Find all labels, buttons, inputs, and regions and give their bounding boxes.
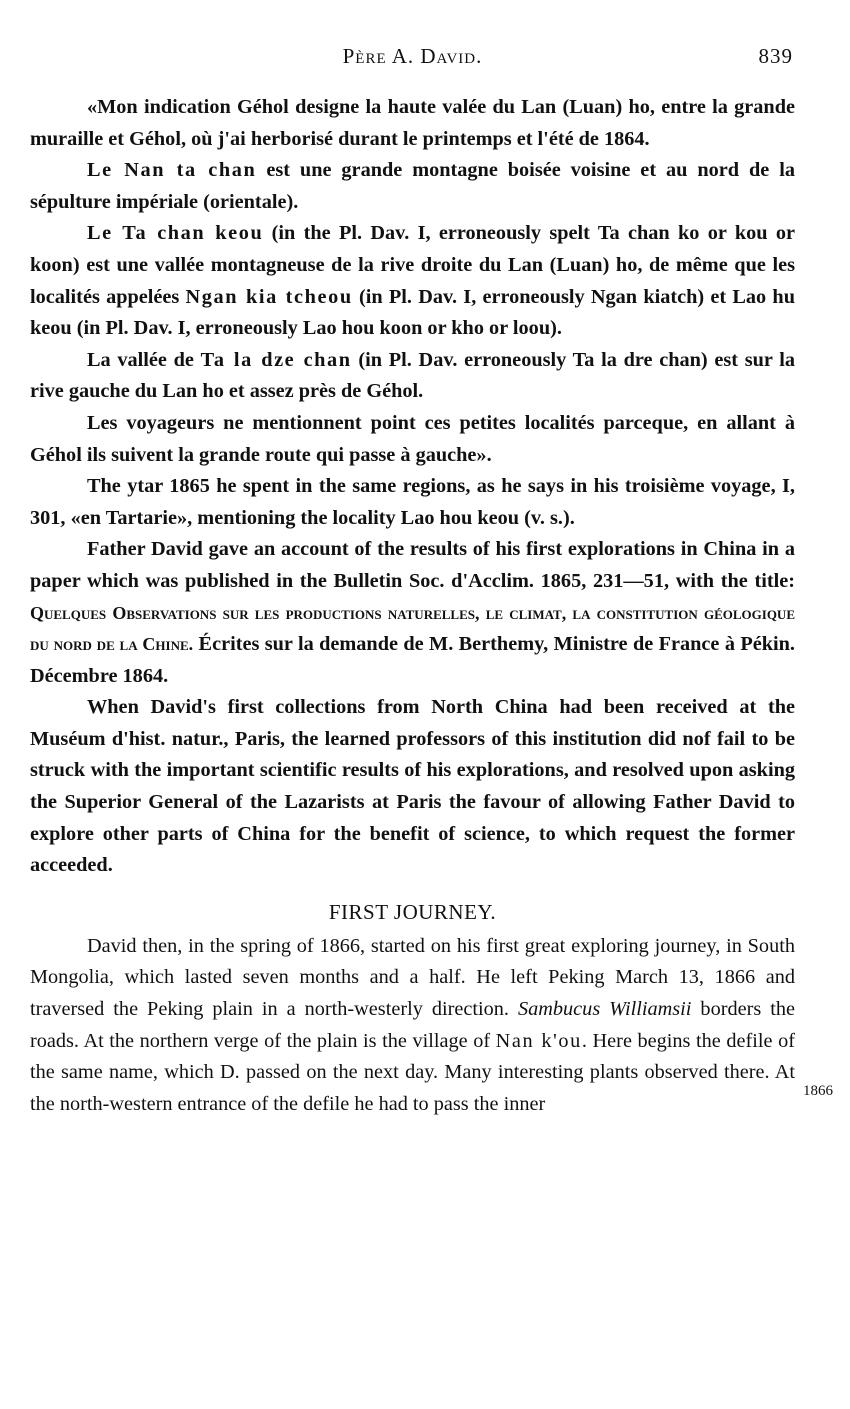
paragraph-1: «Mon indication Géhol designe la haute valée du Lan (Luan) ho, entre la grande muraille et Géhol, où j'ai herborisé durant le printemps et l'été de 1864. [30,96,795,150]
species-name: Sambucus Williamsii [517,998,692,1021]
place-name: Ta la dze chan [200,348,352,371]
paper-title: Quelques Observations sur les productions naturelles, le climat, la constitution géologique du nord de la Chine. [30,602,795,655]
place-name: Le Nan ta chan [87,159,257,182]
paragraph-3 [30,218,795,344]
paragraph-2 [30,155,795,218]
paragraph-5: Les voyageurs ne mentionnent point ces petites localités parceque, en allant à Géhol ils suivent la grande route qui passe à gauche». [30,411,795,466]
paragraph-text: David then, in the spring of 1866, started on his first great exploring journey, in South Mongolia, which lasted seven months and a half. He left Peking March 13, 1866 and traversed the Peking plain in a north-westerly direction. [30,934,795,1021]
paragraph-text: . Here begins the defile of the same name, which D. passed on the next day. Many interesting plants observed there. At the north-western entrance of the defile he had to pass the inner [30,1029,795,1115]
place-name: Le Ta chan keou [87,222,264,245]
running-head: Père A. David. [342,44,483,68]
paragraph-7 [30,534,795,692]
paragraph-8: When David's first collections from North China had been received at the Muséum d'hist. natur., Paris, the learned professors of this institution did nof fail to be struck with the important scientific results of his explorations, and resolved upon asking the Superior General of the Lazarists at Paris the favour of allowing Father David to explore other parts of China for the benefit of science, to which request the former acceeded. [30,696,795,877]
paragraph-text: borders the roads. At the northern verge of the plain is the village of [30,998,795,1052]
place-name: Ngan kia tcheou [185,285,353,308]
paragraph-text: est une grande montagne boisée voisine et au nord de la sépulture impériale (orientale). [30,159,795,213]
paragraph-text: (in the Pl. Dav. I, erroneously spelt Ta chan ko or kou or koon) est une vallée montagneuse de la rive droite du Lan (Luan) ho, de même que les localités appelées [30,222,795,308]
page-header [30,44,795,76]
paragraph-text: (in Pl. Dav. I, erroneously Ngan kiatch) et Lao hu keou (in Pl. Dav. I, erroneously Lao hou koon or kho or loou). [30,285,795,340]
paragraph-text: Father David gave an account of the results of his first explorations in China in a paper which was published in the Bulletin Soc. d'Acclim. 1865, 231—51, with the title: [30,538,795,592]
paragraph-text: Écrites sur la demande de M. Berthemy, Ministre de France à Pékin. Décembre 1864. [30,633,795,687]
page-number: 839 [758,44,793,68]
paragraph-4 [30,345,795,408]
place-name: Nan k'ou [495,1029,582,1052]
section-title: FIRST JOURNEY. [328,899,497,924]
paragraph-text: (in Pl. Dav. erroneously Ta la dre chan) est sur la rive gauche du Lan ho et assez près de Géhol. [30,348,795,403]
paragraph-text: La vallée de [87,348,201,371]
paragraph-9 [30,931,795,1121]
margin-year-note: 1866 [803,1083,833,1099]
body-text [30,92,795,1120]
paragraph-6: The ytar 1865 he spent in the same regions, as he says in his troisième voyage, I, 301, «en Tartarie», mentioning the locality Lao hou keou (v. s.). [30,475,795,529]
